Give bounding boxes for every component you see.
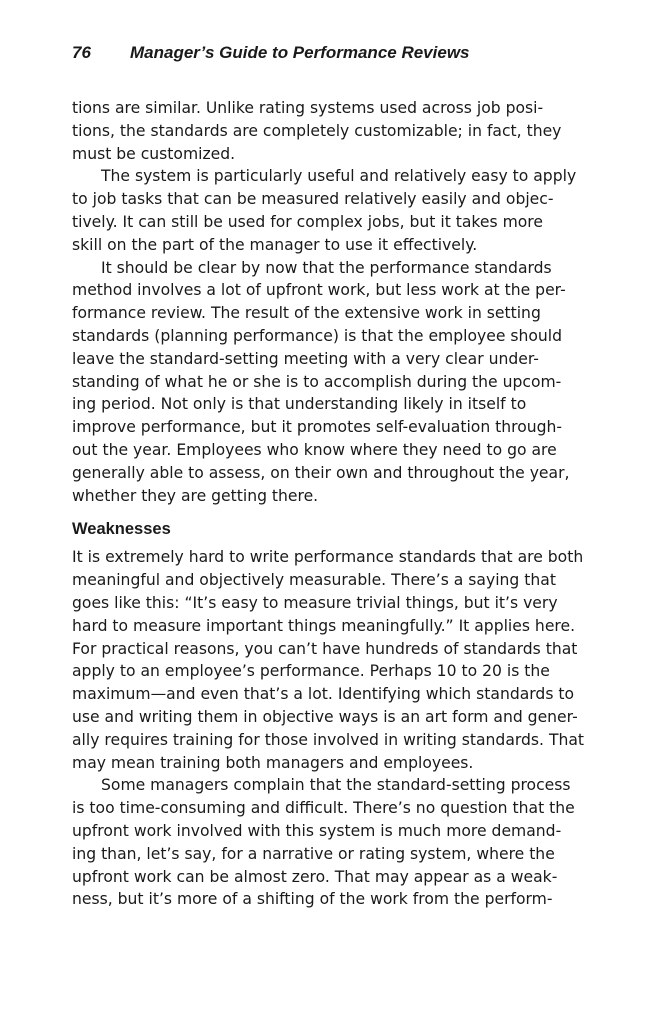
- text-line: standards (planning performance) is that the employee should: [72, 326, 563, 345]
- book-title: Manager’s Guide to Performance Reviews: [130, 43, 470, 62]
- paragraph-usefulness: [72, 165, 592, 256]
- text-line: ness, but it’s more of a shifting of the work from the perform-: [72, 890, 553, 909]
- text-line: leave the standard-setting meeting with a very clear under-: [72, 349, 539, 368]
- text-line: standing of what he or she is to accomplish during the upcom-: [72, 372, 562, 391]
- book-page: [72, 42, 592, 911]
- text-line: use and writing them in objective ways is an art form and gener-: [72, 707, 578, 726]
- text-line: formance review. The result of the extensive work in setting: [72, 304, 541, 323]
- text-line: It should be clear by now that the performance standards: [101, 258, 552, 277]
- text-line: tions are similar. Unlike rating systems used across job posi-: [72, 99, 544, 117]
- running-head: [72, 42, 592, 64]
- text-line: out the year. Employees who know where they need to go are: [72, 440, 557, 459]
- text-line: Some managers complain that the standard-setting process: [101, 776, 571, 795]
- text-line: method involves a lot of upfront work, but less work at the per-: [72, 281, 566, 300]
- text-line: generally able to assess, on their own and throughout the year,: [72, 463, 570, 482]
- text-line: whether they are getting there.: [72, 486, 319, 505]
- text-line: improve performance, but it promotes self-evaluation through-: [72, 418, 563, 437]
- text-line: to job tasks that can be measured relatively easily and objec-: [72, 190, 554, 209]
- text-line: must be customized.: [72, 144, 236, 163]
- text-line: is too time-consuming and difficult. There’s no question that the: [72, 799, 575, 818]
- text-line: It is extremely hard to write performance standards that are both: [72, 548, 584, 567]
- page-number: 76: [72, 43, 91, 62]
- text-line: meaningful and objectively measurable. There’s a saying that: [72, 571, 556, 590]
- text-line: goes like this: “It’s easy to measure trivial things, but it’s very: [72, 593, 558, 612]
- text-line: ing period. Not only is that understanding likely in itself to: [72, 395, 527, 414]
- section-heading: Weaknesses: [72, 520, 171, 539]
- text-line: tions, the standards are completely customizable; in fact, they: [72, 121, 562, 140]
- text-line: skill on the part of the manager to use it effectively.: [72, 235, 478, 254]
- text-line: For practical reasons, you can’t have hundreds of standards that: [72, 639, 578, 658]
- text-line: tively. It can still be used for complex jobs, but it takes more: [72, 212, 543, 231]
- text-line: may mean training both managers and employees.: [72, 753, 474, 772]
- text-line: hard to measure important things meaningfully.” It applies here.: [72, 616, 576, 635]
- paragraph-weakness-measurement: [72, 546, 592, 774]
- text-line: apply to an employee’s performance. Perhaps 10 to 20 is the: [72, 662, 550, 681]
- paragraph-continuation: [72, 97, 592, 165]
- text-line: The system is particularly useful and relatively easy to apply: [101, 167, 577, 186]
- text-line: upfront work involved with this system is much more demand-: [72, 821, 562, 840]
- paragraph-upfront-work: [72, 257, 592, 508]
- text-line: maximum—and even that’s a lot. Identifying which standards to: [72, 685, 575, 704]
- text-line: upfront work can be almost zero. That may appear as a weak-: [72, 867, 558, 886]
- paragraph-weakness-time: [72, 774, 592, 911]
- text-line: ing than, let’s say, for a narrative or rating system, where the: [72, 844, 555, 863]
- text-line: ally requires training for those involved in writing standards. That: [72, 730, 585, 749]
